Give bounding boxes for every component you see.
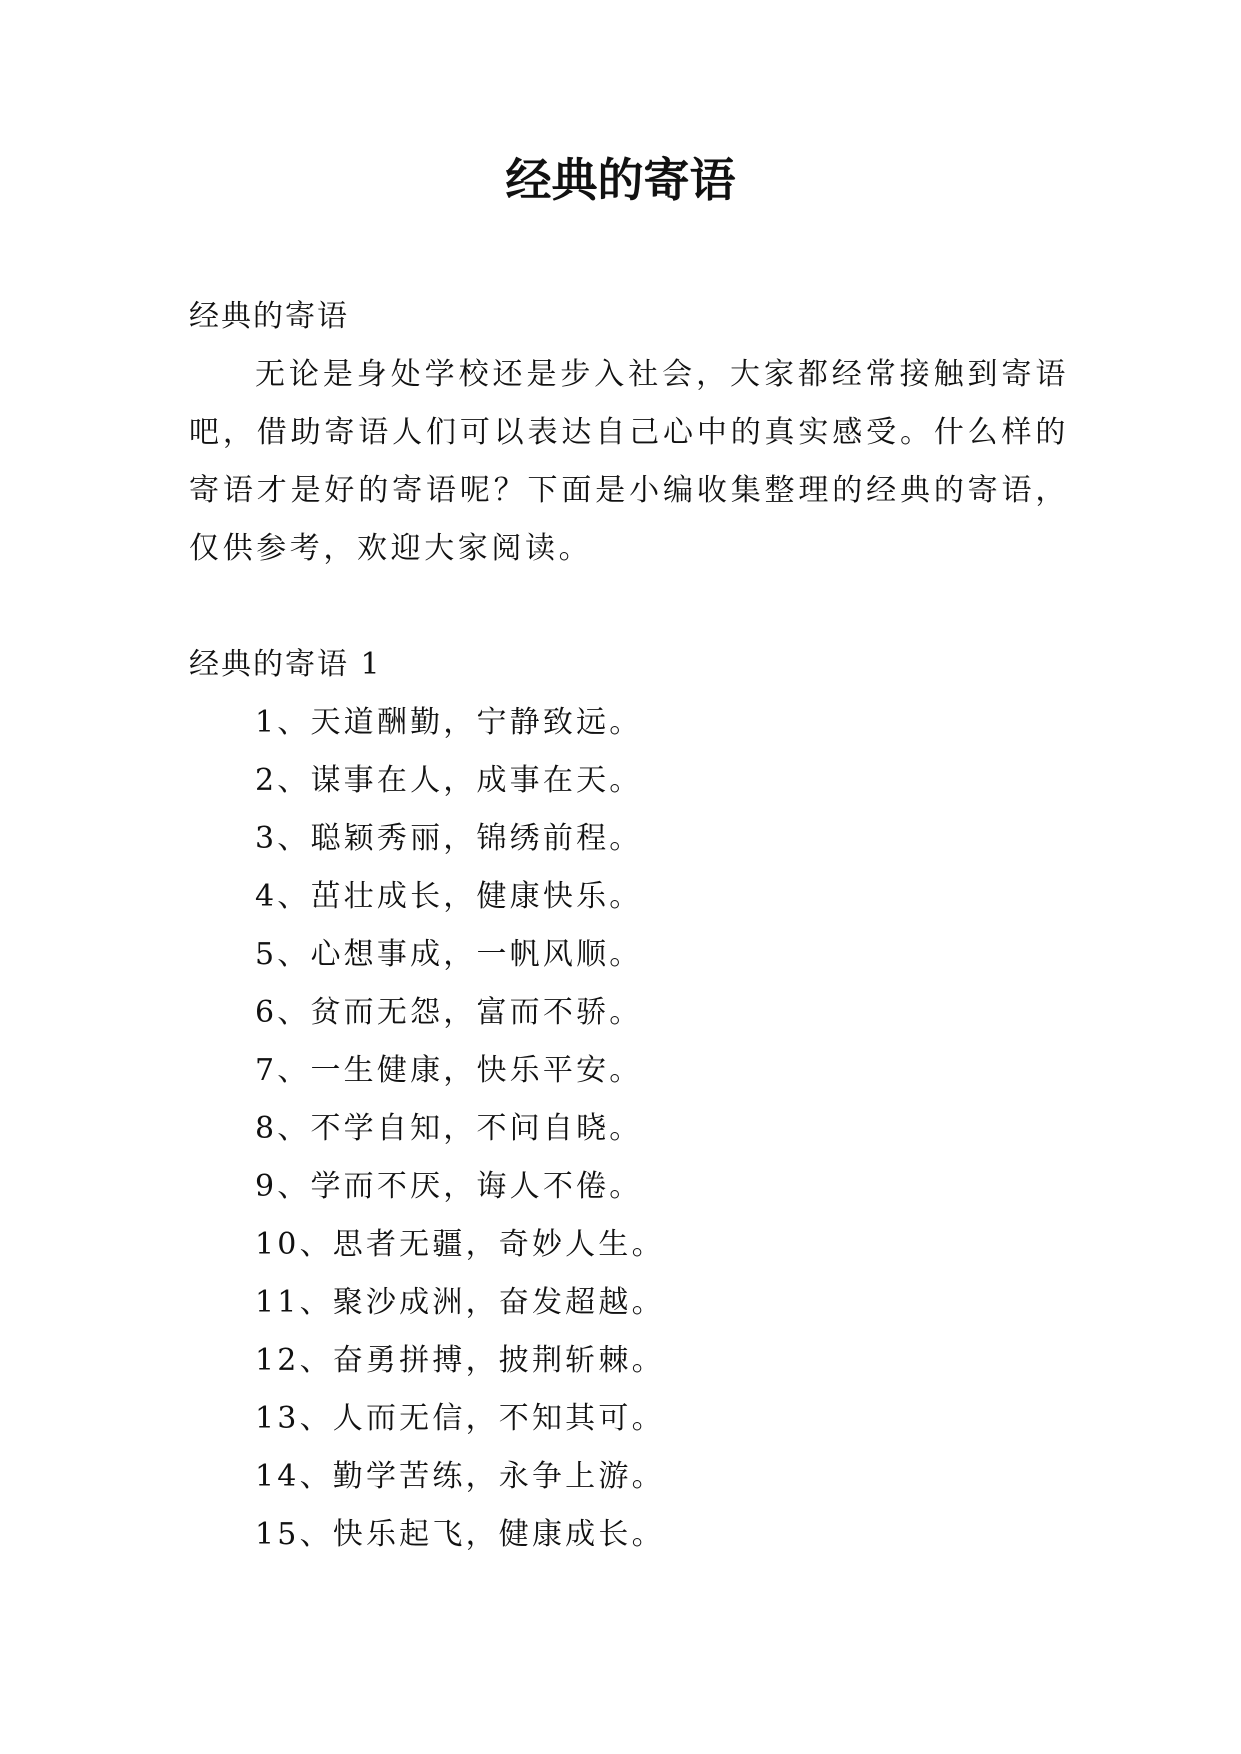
quote-item: 15、快乐起飞，健康成长。 (255, 1517, 665, 1552)
quote-item: 6、贫而无怨，富而不骄。 (255, 995, 643, 1030)
quote-list (189, 694, 1069, 1564)
quote-item: 4、茁壮成长，健康快乐。 (255, 879, 643, 914)
document-subheading: 经典的寄语 (189, 299, 349, 334)
section-heading: 经典的寄语 1 (189, 647, 382, 682)
quote-item: 3、聪颖秀丽，锦绣前程。 (255, 821, 643, 856)
document-body (189, 288, 1069, 1564)
quote-item: 1、天道酬勤，宁静致远。 (255, 705, 643, 740)
quote-item: 8、不学自知，不问自晓。 (255, 1111, 643, 1146)
quote-item: 9、学而不厌，诲人不倦。 (255, 1169, 643, 1204)
intro-paragraph: 无论是身处学校还是步入社会，大家都经常接触到寄语吧，借助寄语人们可以表达自己心中的真实感受。什么样的寄语才是好的寄语呢？下面是小编收集整理的经典的寄语，仅供参考，欢迎大家阅读。 (189, 357, 1069, 566)
quote-item: 14、勤学苦练，永争上游。 (255, 1459, 665, 1494)
quote-item: 7、一生健康，快乐平安。 (255, 1053, 643, 1088)
document-title: 经典的寄语 (505, 153, 736, 207)
quote-item: 13、人而无信，不知其可。 (255, 1401, 665, 1436)
quote-item: 5、心想事成，一帆风顺。 (255, 937, 643, 972)
quote-item: 12、奋勇拼搏，披荆斩棘。 (255, 1343, 665, 1378)
quote-item: 10、思者无疆，奇妙人生。 (255, 1227, 665, 1262)
quote-item: 11、聚沙成洲，奋发超越。 (255, 1285, 665, 1320)
quote-item: 2、谋事在人，成事在天。 (255, 763, 643, 798)
